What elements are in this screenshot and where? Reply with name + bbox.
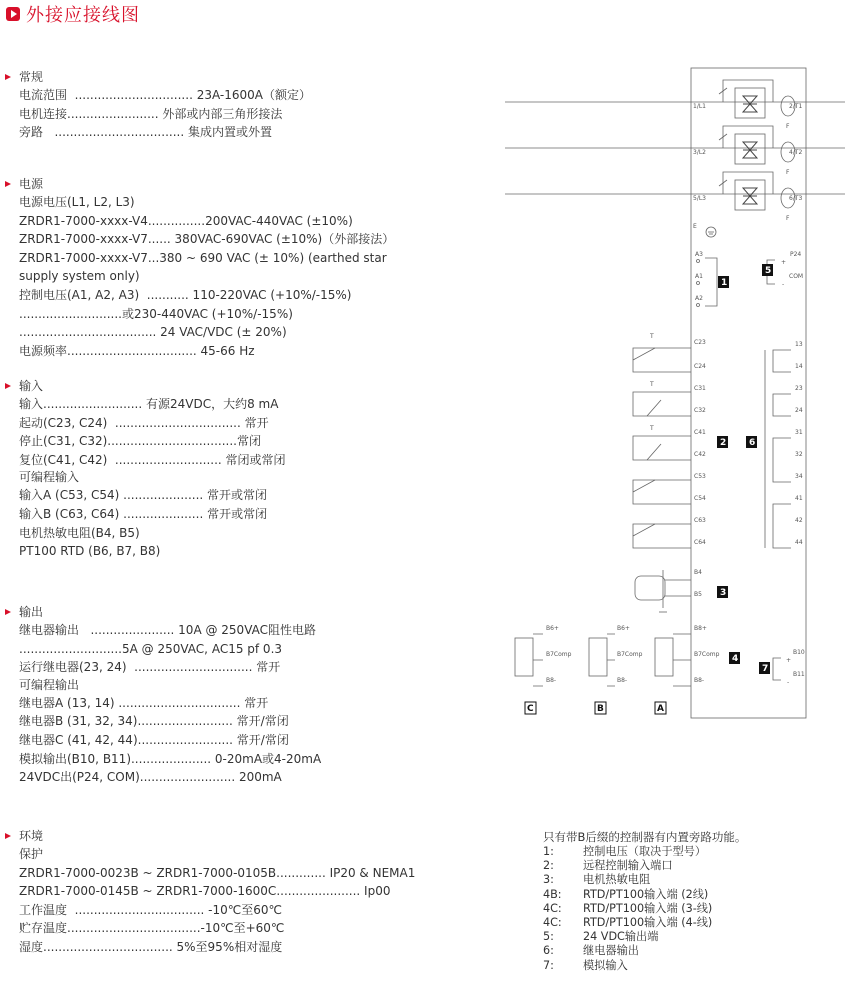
spec-line: 继电器C (41, 42, 44)......................... 常开/常闭: [19, 732, 289, 747]
section-heading: 电源: [0, 176, 394, 193]
spec-line: .................................... 24 VAC/VDC (± 20%): [19, 325, 287, 340]
section-heading: 输出: [0, 604, 321, 621]
svg-text:B5: B5: [694, 591, 702, 598]
analog-output-terminals: [759, 649, 805, 686]
svg-text:C41: C41: [694, 429, 706, 436]
svg-text:B7Comp: B7Comp: [694, 651, 720, 658]
spec-line: 湿度.................................. 5%至95%相对湿度: [19, 939, 283, 954]
spec-line: 电机热敏电阻(B4, B5): [19, 525, 140, 540]
spec-line: 运行继电器(23, 24) ............................... 常开: [19, 660, 281, 675]
term-t2: 4/T2: [789, 149, 803, 156]
spec-line: 输入A (C53, C54) ..................... 常开或常闭: [19, 488, 268, 503]
legend-item: 3: 电机热敏电阻: [543, 873, 651, 887]
svg-text:B8+: B8+: [694, 625, 707, 632]
section-power: [0, 176, 394, 360]
spec-line: ZRDR1-7000-xxxx-V7...380 ~ 690 VAC (± 10%) (earthed star: [19, 250, 387, 265]
spec-line: 继电器A (13, 14) ................................ 常开: [19, 695, 269, 710]
svg-text:6: 6: [749, 438, 756, 448]
svg-text:A: A: [657, 704, 664, 714]
spec-line: ZRDR1-7000-0145B ~ ZRDR1-7000-1600C...................... Ip00: [19, 884, 391, 899]
svg-text:B11: B11: [793, 671, 805, 678]
svg-text:C64: C64: [694, 539, 706, 546]
svg-text:24: 24: [795, 407, 803, 414]
power-section: [505, 80, 845, 237]
section-heading: 环境: [0, 828, 415, 845]
legend-item: 5: 24 VDC输出端: [543, 930, 659, 944]
svg-text:C53: C53: [694, 473, 706, 480]
section-heading: 常规: [0, 69, 311, 86]
resistor-f: F: [786, 123, 790, 130]
spec-line: 保护: [19, 847, 44, 861]
svg-text:5: 5: [765, 266, 772, 276]
svg-text:B8-: B8-: [546, 677, 557, 684]
svg-text:31: 31: [795, 429, 803, 436]
button-t: T: [650, 333, 654, 340]
spec-line: 起动(C23, C24) ................................. 常开: [19, 415, 269, 430]
svg-text:A1: A1: [695, 273, 703, 280]
svg-text:C24: C24: [694, 363, 706, 370]
thermistor-terminals: [635, 569, 728, 612]
button-t: T: [650, 381, 654, 388]
svg-text:13: 13: [795, 341, 803, 348]
svg-text:A2: A2: [695, 295, 703, 302]
svg-text:B10: B10: [793, 649, 805, 656]
spec-line: 24VDC出(P24, COM)......................... 200mA: [19, 770, 282, 785]
relay-outputs: [746, 341, 803, 548]
svg-text:42: 42: [795, 517, 803, 524]
spec-line: ZRDR1-7000-xxxx-V7...... 380VAC-690VAC (±10%)（外部接法）: [19, 232, 395, 247]
spec-line: 旁路 .................................. 集成内置或外置: [19, 125, 272, 140]
spec-line: 模拟输出(B10, B11)..................... 0-20mA或4-20mA: [19, 751, 322, 766]
svg-text:C54: C54: [694, 495, 706, 502]
rtd-a: [655, 625, 740, 714]
spec-line: 输入B (C63, C64) ..................... 常开或常闭: [19, 506, 268, 521]
spec-line: 可编程输入: [19, 470, 80, 485]
svg-text:A3: A3: [695, 251, 703, 258]
control-voltage-terminals: [695, 251, 729, 307]
spec-line: 输入.......................... 有源24VDC，大约8 mA: [19, 397, 279, 411]
legend-item: 2: 远程控制输入端口: [543, 859, 673, 873]
rtd-c: [515, 625, 572, 714]
spec-line: ZRDR1-7000-xxxx-V4...............200VAC-440VAC (±10%): [19, 213, 353, 228]
svg-text:COM: COM: [789, 273, 804, 280]
spec-line: 电机连接........................ 外部或内部三角形接法: [19, 106, 283, 121]
svg-text:-: -: [787, 679, 790, 686]
spec-line: ZRDR1-7000-0023B ~ ZRDR1-7000-0105B............. IP20 & NEMA1: [19, 865, 416, 880]
svg-text:+: +: [781, 259, 787, 266]
controller-body: [691, 68, 806, 718]
section-heading: 输入: [0, 378, 286, 395]
svg-text:B7Comp: B7Comp: [546, 651, 572, 658]
spec-line: PT100 RTD (B6, B7, B8): [19, 544, 161, 559]
thyristor-icon: [719, 80, 795, 130]
section-environment: [0, 828, 415, 957]
svg-text:+: +: [786, 657, 792, 664]
spec-line: 继电器输出 ...................... 10A @ 250VAC阻性电路: [19, 623, 317, 637]
wiring-diagram: [505, 60, 845, 725]
svg-text:1: 1: [721, 278, 728, 288]
thyristor-icon: [719, 172, 795, 222]
term-t3: 6/T3: [789, 195, 803, 202]
play-icon: [6, 7, 20, 21]
spec-line: 电流范围 ............................... 23A-1600A（额定）: [19, 88, 311, 102]
spec-line: 控制电压(A1, A2, A3) ........... 110-220VAC (+10%/-15%): [19, 287, 352, 302]
button-t: T: [650, 425, 654, 432]
term-l3: 5/L3: [693, 195, 706, 202]
page-title: [6, 3, 140, 25]
svg-text:B4: B4: [694, 569, 702, 576]
svg-text:B8-: B8-: [694, 677, 705, 684]
legend-item: 4C: RTD/PT100输入端 (4-线): [543, 916, 713, 930]
svg-text:B: B: [597, 704, 604, 714]
svg-text:4: 4: [732, 654, 739, 664]
svg-text:C: C: [527, 704, 534, 714]
svg-text:C23: C23: [694, 339, 706, 346]
rtd-b: [589, 625, 643, 714]
term-t1: 2/T1: [789, 103, 803, 110]
dc-output-terminals: [762, 251, 803, 288]
thyristor-icon: [719, 126, 795, 176]
legend-heading: 只有带B后缀的控制器有内置旁路功能。: [543, 830, 747, 844]
legend-notes: [543, 829, 843, 973]
svg-text:C63: C63: [694, 517, 706, 524]
page-title-text: 外接应接线图: [26, 5, 140, 26]
legend-item: 1: 控制电压（取决于型号）: [543, 845, 707, 858]
svg-text:C31: C31: [694, 385, 706, 392]
svg-text:2: 2: [720, 438, 727, 448]
spec-line: 可编程输出: [19, 677, 80, 692]
svg-text:B7Comp: B7Comp: [617, 651, 643, 658]
svg-text:-: -: [782, 281, 785, 288]
svg-text:B6+: B6+: [617, 625, 630, 632]
spec-line: 继电器B (31, 32, 34)......................... 常开/常闭: [19, 714, 289, 729]
svg-text:32: 32: [795, 451, 803, 458]
spec-line: 停止(C31, C32)..................................常闭: [19, 434, 261, 449]
spec-line: 电源电压(L1, L2, L3): [19, 195, 135, 209]
section-outputs: [0, 604, 321, 787]
legend-item: 7: 模拟输入: [543, 958, 628, 972]
thermistor-icon: [635, 576, 665, 600]
term-l1: 1/L1: [693, 103, 706, 110]
legend-item: 4B: RTD/PT100输入端 (2线): [543, 887, 709, 901]
svg-text:41: 41: [795, 495, 803, 502]
svg-text:7: 7: [762, 664, 769, 674]
legend-item: 6: 继电器输出: [543, 944, 639, 958]
legend-item: 4C: RTD/PT100输入端 (3-线): [543, 901, 713, 915]
section-general: [0, 69, 311, 142]
term-earth: E: [693, 223, 697, 230]
spec-line: 贮存温度...................................-10℃至+60℃: [19, 921, 285, 936]
svg-text:44: 44: [795, 539, 803, 546]
spec-line: supply system only): [19, 269, 140, 284]
spec-line: 工作温度 .................................. -10℃至60℃: [19, 902, 282, 917]
spec-line: ...........................或230-440VAC (+10%/-15%): [19, 306, 293, 321]
resistor-f: F: [786, 169, 790, 176]
svg-text:C42: C42: [694, 451, 706, 458]
svg-text:34: 34: [795, 473, 803, 480]
spec-line: 电源频率.................................. 45-66 Hz: [19, 343, 255, 358]
svg-text:3: 3: [720, 588, 727, 598]
svg-text:B6+: B6+: [546, 625, 559, 632]
svg-text:14: 14: [795, 363, 803, 370]
section-inputs: [0, 378, 286, 561]
remote-inputs: [633, 333, 728, 548]
term-l2: 3/L2: [693, 149, 706, 156]
svg-text:23: 23: [795, 385, 803, 392]
spec-line: ...........................5A @ 250VAC, AC15 pf 0.3: [19, 641, 283, 656]
spec-line: 复位(C41, C42) ............................ 常闭或常闭: [19, 452, 286, 467]
svg-text:B8-: B8-: [617, 677, 628, 684]
svg-text:P24: P24: [790, 251, 802, 258]
resistor-f: F: [786, 215, 790, 222]
svg-text:C32: C32: [694, 407, 706, 414]
